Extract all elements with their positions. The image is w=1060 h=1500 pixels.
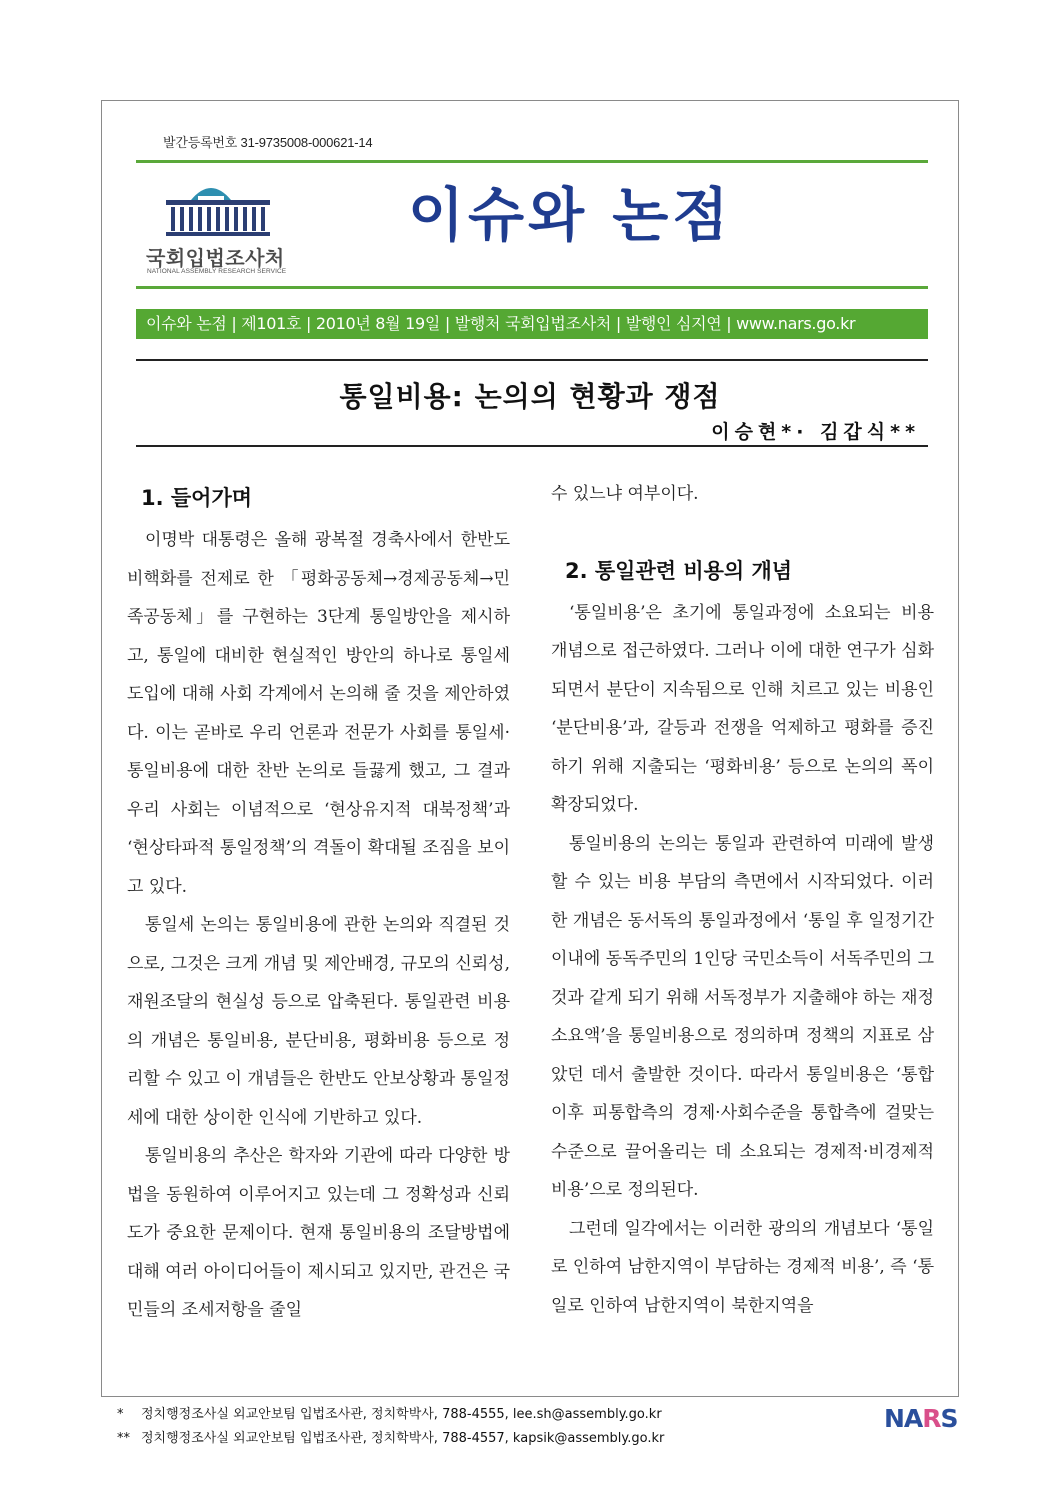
green-divider-bottom bbox=[136, 286, 928, 289]
title-rule-top bbox=[136, 359, 928, 361]
paragraph: 통일비용의 추산은 학자와 기관에 따라 다양한 방법을 동원하여 이루어지고 있는데 그 정확성과 신뢰도가 중요한 문제이다. 현재 통일비용의 조달방법에 대해 여러 아이디어들이 제시되고 있지만, 관건은 국민들의 조세저항을 줄일 bbox=[127, 1146, 510, 1320]
national-assembly-building-icon bbox=[146, 174, 276, 238]
paragraph-continuation: 수 있느냐 여부이다. bbox=[551, 484, 699, 504]
green-divider-top bbox=[136, 160, 928, 163]
footnote-marker: * bbox=[117, 1407, 124, 1422]
footnote-marker: ** bbox=[117, 1431, 130, 1446]
org-name-korean: 국회입법조사처 bbox=[146, 246, 285, 270]
paragraph: 그런데 일각에서는 이러한 광의의 개념보다 ‘통일로 인하여 남한지역이 부담하는 경제적 비용’, 즉 ‘통일로 인하여 남한지역이 북한지역을 bbox=[551, 1218, 934, 1316]
publication-masthead: 이슈와 논점 bbox=[408, 181, 733, 249]
section-heading-1: 1. 들어가며 bbox=[141, 486, 253, 510]
paragraph: 통일비용의 논의는 통일과 관련하여 미래에 발생할 수 있는 비용 부담의 측면에서 시작되었다. 이러한 개념은 동서독의 통일과정에서 ‘통일 후 일정기간 이내에 동독주민의 1인당 국민소득이 서독주민의 그것과 같게 되기 위해 서독정부가 지출해야 하는 재정 소요액’을 통일비용으로 정의하며 정책의 지표로 삼았던 데서 출발한 것이다. 따라서 통일비용은 ‘통합 이후 피통합측의 경제·사회수준을 통합측에 걸맞는 수준으로 끌어올리는 데 소요되는 경제적·비경제적 비용’으로 정의된다. bbox=[551, 833, 934, 1200]
footnote-1 bbox=[117, 1403, 664, 1427]
right-column bbox=[551, 475, 934, 1325]
article-authors: 이승현*· 김갑식** bbox=[711, 421, 920, 443]
publication-info-bar: 이슈와 논점 | 제101호 | 2010년 8월 19일 | 발행처 국회입법조사처 | 발행인 심지연 | www.nars.go.kr bbox=[136, 309, 928, 339]
nars-logo-text: R bbox=[922, 1404, 941, 1433]
paragraph: ‘통일비용’은 초기에 통일과정에 소요되는 비용 개념으로 접근하였다. 그러나 이에 대한 연구가 심화되면서 분단이 지속됨으로 인해 치르고 있는 비용인 ‘분단비용’과, 갈등과 전쟁을 억제하고 평화를 증진하기 위해 지출되는 ‘평화비용’ 등으로 논의의 폭이 확장되었다. bbox=[551, 602, 934, 815]
nars-logo-text: S bbox=[940, 1404, 958, 1433]
footnote-text: 정치행정조사실 외교안보팀 입법조사관, 정치학박사, 788-4555, lee.sh@assembly.go.kr bbox=[141, 1407, 662, 1422]
article-title: 통일비용: 논의의 현황과 쟁점 bbox=[339, 380, 721, 413]
paragraph: 이명박 대통령은 올해 광복절 경축사에서 한반도 비핵화를 전제로 한 「평화공동체→경제공동체→민족공동체」를 구현하는 3단계 통일방안을 제시하고, 통일에 대비한 현실적인 방안의 하나로 통일세 도입에 대해 사회 각계에서 논의해 줄 것을 제안하였다. 이는 곧바로 우리 언론과 전문가 사회를 통일세·통일비용에 대한 찬반 논의로 들끓게 했고, 그 결과 우리 사회는 이념적으로 ‘현상유지적 대북정책’과 ‘현상타파적 통일정책’의 격돌이 확대될 조짐을 보이고 있다. bbox=[127, 530, 510, 897]
left-column bbox=[127, 475, 510, 1330]
registration-number: 발간등록번호 31-9735008-000621-14 bbox=[163, 135, 373, 150]
title-rule-bottom bbox=[136, 445, 928, 447]
org-name-english: NATIONAL ASSEMBLY RESEARCH SERVICE bbox=[147, 268, 287, 275]
footnote-2 bbox=[117, 1427, 664, 1451]
nars-logo-text: NA bbox=[884, 1404, 923, 1433]
paragraph: 통일세 논의는 통일비용에 관한 논의와 직결된 것으로, 그것은 크게 개념 및 제안배경, 규모의 신뢰성, 재원조달의 현실성 등으로 압축된다. 통일관련 비용의 개념은 통일비용, 분단비용, 평화비용 등으로 정리할 수 있고 이 개념들은 한반도 안보상황과 통일정세에 대한 상이한 인식에 기반하고 있다. bbox=[127, 915, 510, 1128]
section-heading-2: 2. 통일관련 비용의 개념 bbox=[565, 558, 793, 583]
footnote-text: 정치행정조사실 외교안보팀 입법조사관, 정치학박사, 788-4557, kapsik@assembly.go.kr bbox=[141, 1431, 665, 1446]
nars-logo bbox=[884, 1404, 958, 1433]
footnotes bbox=[117, 1403, 664, 1451]
